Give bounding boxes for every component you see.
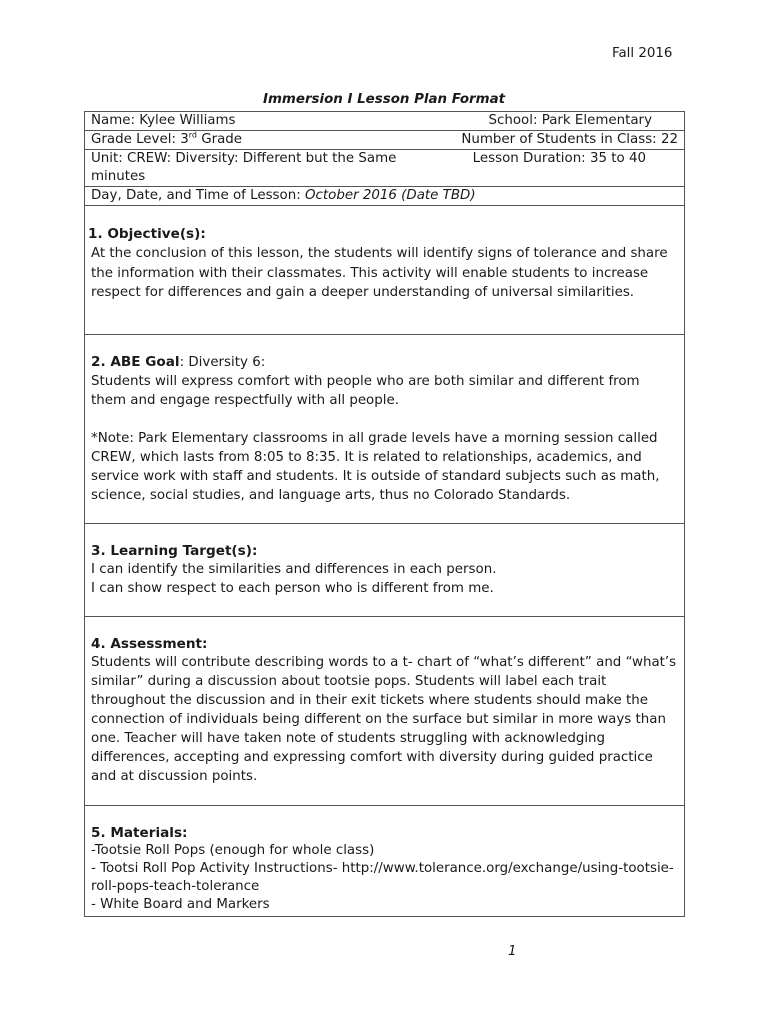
materials-heading: 5. Materials: — [91, 825, 188, 841]
objectives-text: At the conclusion of this lesson, the students will identify signs of tolerance and share the information with their classmates. This activity will enable students to increase respect for differences and gain a deeper understanding of universal similarities. — [91, 246, 668, 300]
objectives-heading: 1. Objective(s): — [88, 226, 206, 242]
section-learning-targets — [85, 524, 685, 617]
lesson-plan-table — [84, 111, 685, 917]
abe-goal-heading-rest: : Diversity 6: — [179, 355, 266, 370]
unit-field: Unit: CREW: Diversity: Different but the Same — [91, 151, 397, 166]
duration-continuation: minutes — [91, 169, 146, 184]
row-day-date — [85, 187, 685, 206]
section-materials — [85, 806, 685, 917]
assessment-heading: 4. Assessment: — [91, 636, 208, 652]
row-grade-students — [85, 131, 685, 150]
grade-field: Grade Level: 3rd Grade — [91, 130, 243, 147]
school-field: School: Park Elementary — [488, 113, 652, 128]
header-term: Fall 2016 — [612, 46, 673, 61]
duration-field: Lesson Duration: 35 to 40 — [472, 151, 646, 166]
row-name-school — [85, 112, 685, 131]
assessment-text: Students will contribute describing words to a t- chart of “what’s different” and “what’s similar” during a discussion about tootsie pops. Students will label each trait throughout the discussion and in their exit tickets where students should make the connection of individuals being different on the surface but similar in more ways than one. Teacher will have taken note of students struggling with acknowledging differences, accepting and expressing comfort with diversity during guided practice and at discussion points. — [91, 655, 677, 784]
day-date-value: October 2016 (Date TBD) — [304, 188, 476, 203]
document-title: Immersion I Lesson Plan Format — [262, 92, 506, 107]
materials-item: -Tootsie Roll Pops (enough for whole class) — [91, 843, 375, 858]
learning-target-item: I can show respect to each person who is different from me. — [91, 581, 494, 596]
name-field: Name: Kylee Williams — [91, 113, 236, 128]
abe-goal-text: Students will express comfort with people who are both similar and different from them and engage respectfully with all people. — [91, 374, 640, 408]
abe-goal-heading: 2. ABE Goal — [91, 354, 180, 370]
row-unit-duration — [85, 150, 685, 187]
section-assessment — [85, 617, 685, 806]
materials-item: - White Board and Markers — [91, 897, 270, 912]
day-date-label: Day, Date, and Time of Lesson: — [91, 188, 305, 203]
page-number: 1 — [508, 944, 517, 959]
section-abe-goal — [85, 335, 685, 524]
materials-item: - Tootsi Roll Pop Activity Instructions- http://www.tolerance.org/exchange/using-tootsie-roll-pops-teach-tolerance — [91, 861, 674, 894]
students-count-field: Number of Students in Class: 22 — [461, 132, 678, 147]
learning-targets-heading: 3. Learning Target(s): — [91, 543, 258, 559]
abe-goal-note: *Note: Park Elementary classrooms in all grade levels have a morning session called CREW, which lasts from 8:05 to 8:35. It is related to relationships, academics, and service work with staff and students. It is outside of standard subjects such as math, science, social studies, and language arts, thus no Colorado Standards. — [91, 431, 660, 503]
section-objectives — [85, 206, 685, 335]
learning-target-item: I can identify the similarities and differences in each person. — [91, 562, 497, 577]
